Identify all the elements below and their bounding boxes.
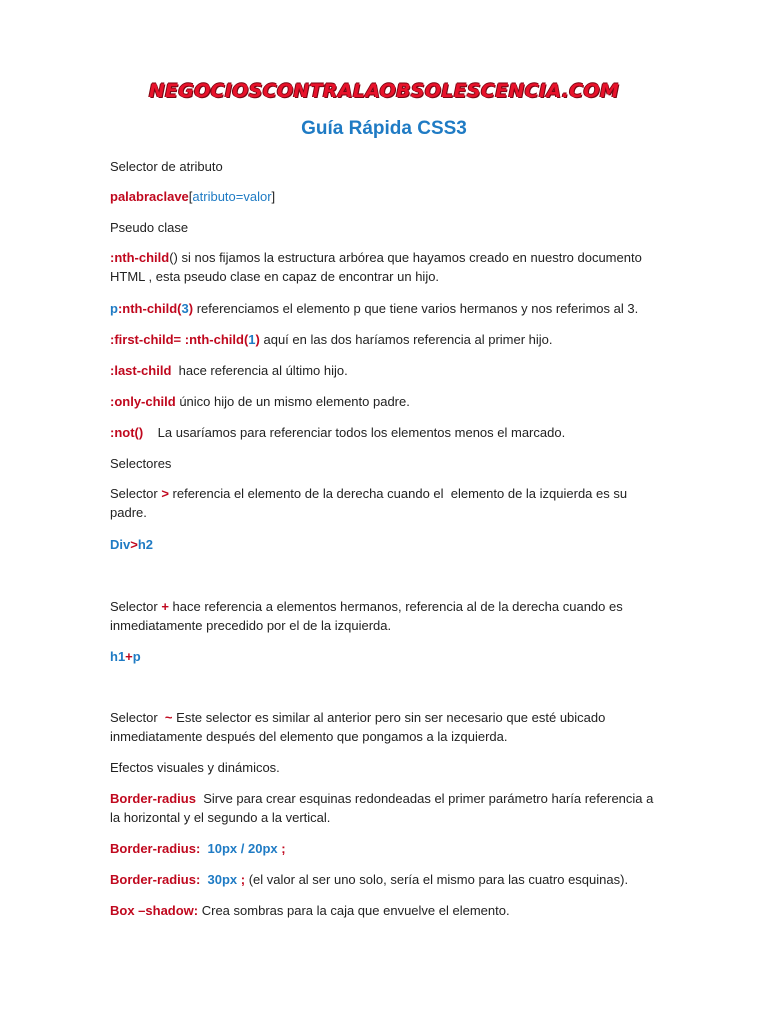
p-nth-keyword: :nth-child( — [117, 301, 182, 316]
child-selector-paragraph — [110, 484, 655, 522]
attr-syntax — [110, 187, 655, 206]
attr-heading: Selector de atributo — [110, 159, 223, 174]
adj-ex-a: h1 — [110, 649, 126, 664]
br2-value: 10px / 20px — [200, 841, 278, 856]
only-child-paragraph — [110, 392, 655, 411]
adj-symbol: + — [161, 599, 169, 614]
adj-ex-symbol: + — [125, 649, 133, 664]
attr-value: atributo=valor — [192, 189, 272, 204]
br2-keyword: Border-radius: — [110, 841, 201, 856]
nth-text: si nos fijamos la estructura arbórea que hayamos creado en nuestro documento HTML , esta pseudo clase en capaz de encontrar un hijo. — [110, 250, 646, 284]
attr-keyword: palabraclave — [110, 189, 189, 204]
last-child-paragraph — [110, 361, 655, 380]
first-text: aquí en las dos haríamos referencia al primer hijo. — [259, 332, 553, 347]
box-text: Crea sombras para la caja que envuelve el elemento. — [198, 903, 510, 918]
selectors-heading: Selectores — [110, 456, 172, 471]
adjacent-example — [110, 647, 655, 666]
border-radius-paragraph — [110, 789, 655, 827]
not-text: La usaríamos para referenciar todos los elementos menos el marcado. — [143, 425, 566, 440]
br-text: Sirve para crear esquinas redondeadas el primer parámetro haría referencia a la horizontal y el segundo a la vertical. — [110, 791, 657, 825]
br2-semicolon: ; — [277, 841, 286, 856]
first-close: ) — [255, 332, 260, 347]
attr-open-bracket: [ — [188, 189, 193, 204]
pseudo-heading: Pseudo clase — [110, 220, 189, 235]
p-nth-num: 3 — [181, 301, 189, 316]
box-keyword: Box –shadow: — [110, 903, 199, 918]
site-banner: NEGOCIOSCONTRALAOBSOLESCENCIA.COM — [148, 80, 620, 102]
not-keyword: :not() — [110, 425, 144, 440]
first-num: 1 — [248, 332, 256, 347]
sib-symbol: ~ — [161, 710, 173, 725]
child-ex-symbol: > — [130, 537, 138, 552]
br3-value: 30px — [200, 872, 238, 887]
br3-text: (el valor al ser uno solo, sería el mismo para las cuatro esquinas). — [245, 872, 629, 887]
sibling-selector-paragraph — [110, 708, 655, 746]
nth-keyword: :nth-child — [110, 250, 170, 265]
child-ex-b: h2 — [137, 537, 153, 552]
first-child-paragraph — [110, 330, 655, 349]
nth-paren: () — [169, 250, 178, 265]
nth-child-paragraph — [110, 248, 655, 286]
br3-keyword: Border-radius: — [110, 872, 201, 887]
br-keyword: Border-radius — [110, 791, 196, 806]
p-nth-text: referenciamos el elemento p que tiene varios hermanos y nos referimos al 3. — [193, 301, 639, 316]
only-keyword: :only-child — [110, 394, 176, 409]
child-label: Selector — [110, 486, 162, 501]
p-nth-paragraph — [110, 299, 655, 318]
adj-text: hace referencia a elementos hermanos, referencia al de la derecha cuando es inmediatamente precedido por el de la izquierda. — [110, 599, 627, 633]
not-paragraph — [110, 423, 655, 442]
last-keyword: :last-child — [110, 363, 172, 378]
only-text: único hijo de un mismo elemento padre. — [175, 394, 410, 409]
child-ex-a: Div — [110, 537, 131, 552]
box-shadow-paragraph — [110, 901, 655, 920]
adj-label: Selector — [110, 599, 162, 614]
last-text: hace referencia al último hijo. — [171, 363, 348, 378]
child-example — [110, 535, 655, 554]
child-text: referencia el elemento de la derecha cuando el elemento de la izquierda es su padre. — [110, 486, 631, 520]
border-radius-example-1 — [110, 839, 655, 858]
border-radius-example-2 — [110, 870, 655, 889]
sib-label: Selector — [110, 710, 162, 725]
p-nth-close: ) — [188, 301, 194, 316]
adj-ex-b: p — [132, 649, 141, 664]
effects-heading: Efectos visuales y dinámicos. — [110, 760, 280, 775]
first-keyword: :first-child= :nth-child( — [110, 332, 249, 347]
sib-text: Este selector es similar al anterior pero sin ser necesario que esté ubicado inmediatamente después del elemento que pongamos a la izquierda. — [110, 710, 609, 744]
child-symbol: > — [161, 486, 169, 501]
p-nth-p: p — [110, 301, 118, 316]
br3-semicolon: ; — [237, 872, 246, 887]
page-title: Guía Rápida CSS3 — [301, 118, 467, 139]
adjacent-selector-paragraph — [110, 597, 655, 635]
attr-close-bracket: ] — [271, 189, 276, 204]
